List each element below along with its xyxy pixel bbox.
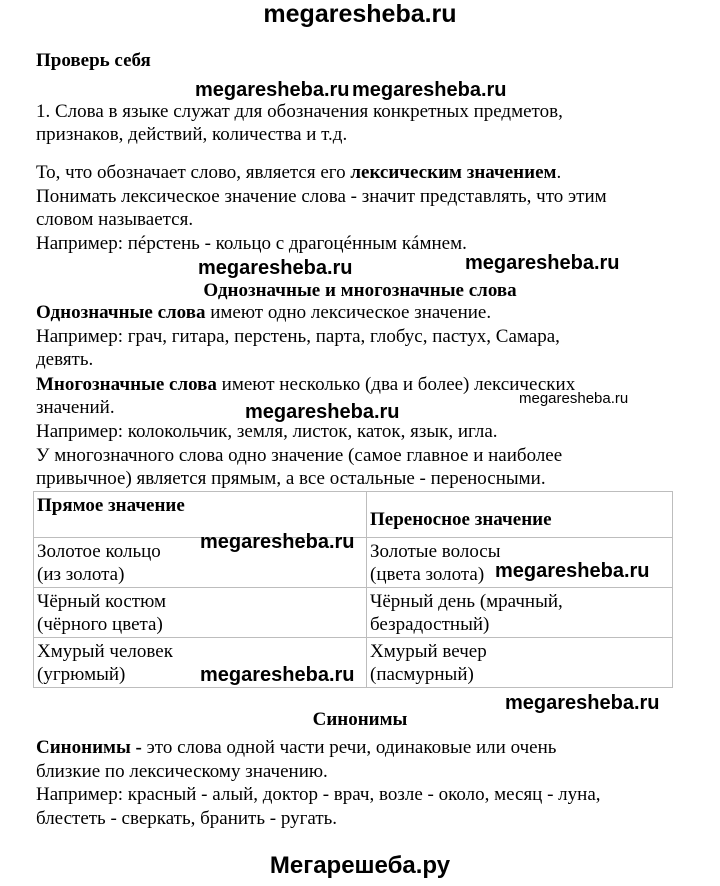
heading-synonyms: Синонимы xyxy=(312,709,408,730)
cell-line: Золотые волосы xyxy=(370,541,501,562)
watermark: megaresheba.ru xyxy=(245,401,400,423)
term-bold: Синонимы - xyxy=(36,737,142,758)
watermark: megaresheba.ru xyxy=(505,692,660,714)
cell-line: (чёрного цвета) xyxy=(37,614,163,635)
cell-line: (пасмурный) xyxy=(370,664,474,685)
example-line: Например: пéрстень - кольцо с драгоцéнным кáмнем. xyxy=(36,233,467,254)
example-line: Например: красный - алый, доктор - врач, возле - около, месяц - луна, xyxy=(36,784,601,805)
cell-line: Хмурый вечер xyxy=(370,641,487,662)
cell-line: безрадостный) xyxy=(370,614,490,635)
text: имеют одно лексическое значение. xyxy=(205,302,492,323)
text-group xyxy=(36,737,556,759)
text: Например: грач, гитара, перстень, парта, глобус, пастух, Самара, xyxy=(36,326,560,347)
term-bold: Многозначные слова xyxy=(36,374,217,395)
word-group: 1. Слова в языке служат для обозначения конкретных предметов, xyxy=(36,101,563,122)
paragraph-line xyxy=(36,326,670,348)
watermark: megaresheba.ru xyxy=(495,560,650,582)
watermark: megaresheba.ru xyxy=(200,531,355,553)
term-bold: Однозначные слова xyxy=(36,302,206,323)
poly-definition xyxy=(36,374,575,396)
paragraph-line xyxy=(36,101,670,123)
example-line: блестеть - сверкать, бранить - ругать. xyxy=(36,808,338,829)
text: имеют несколько (два и более) лексических xyxy=(216,374,576,395)
watermark: megaresheba.ru xyxy=(352,79,507,101)
text: То, что обозначает слово, является его xyxy=(36,162,351,183)
lexical-meaning-sentence xyxy=(36,162,561,184)
text: . xyxy=(556,162,562,183)
cell-line: Хмурый человек xyxy=(37,641,173,662)
paragraph-line: девять. xyxy=(36,349,94,370)
paragraph-line: близкие по лексическому значению. xyxy=(36,761,328,782)
paragraph-line: словом называется. xyxy=(36,209,194,230)
term-bold: лексическим значением xyxy=(350,162,557,183)
watermark: megaresheba.ru xyxy=(465,252,620,274)
paragraph-line: значений. xyxy=(36,397,115,418)
heading-mono-poly: Однозначные и многозначные слова xyxy=(203,280,517,301)
table-row xyxy=(34,588,673,638)
text: это слова одной части речи, одинаковые или очень xyxy=(141,737,557,758)
watermark: megaresheba.ru xyxy=(198,257,353,279)
paragraph-line xyxy=(36,445,670,467)
footer-watermark: Мегарешеба.ру xyxy=(269,852,451,879)
header-watermark: megaresheba.ru xyxy=(263,0,457,28)
table-cell xyxy=(34,588,367,638)
cell-line: Чёрный костюм xyxy=(37,591,167,612)
synonyms-definition xyxy=(36,737,670,759)
meanings-table xyxy=(33,491,673,688)
cell-line: (цвета золота) xyxy=(370,564,485,585)
mono-definition xyxy=(36,302,491,324)
cell-line: Золотое кольцо xyxy=(37,541,161,562)
table-header-direct: Прямое значение xyxy=(34,492,367,538)
table-header-figurative: Переносное значение xyxy=(367,492,673,538)
paragraph-line: Понимать лексическое значение слова - значит представлять, что этим xyxy=(36,186,607,207)
section-title: Проверь себя xyxy=(36,50,151,71)
table-cell xyxy=(367,638,673,688)
cell-line: (из золота) xyxy=(37,564,125,585)
watermark: megaresheba.ru xyxy=(195,79,350,101)
cell-line: Чёрный день (мрачный, xyxy=(370,591,563,612)
text: У многозначного слова одно значение (самое главное и наиболее xyxy=(36,445,563,466)
example-line: Например: колокольчик, земля, листок, каток, язык, игла. xyxy=(36,421,498,442)
paragraph-line: признаков, действий, количества и т.д. xyxy=(36,124,348,145)
paragraph-line: привычное) является прямым, а все остальные - переносными. xyxy=(36,468,546,489)
watermark-small: megaresheba.ru xyxy=(519,390,629,407)
watermark: megaresheba.ru xyxy=(200,664,355,686)
table-cell xyxy=(367,588,673,638)
cell-line: (угрюмый) xyxy=(37,664,126,685)
